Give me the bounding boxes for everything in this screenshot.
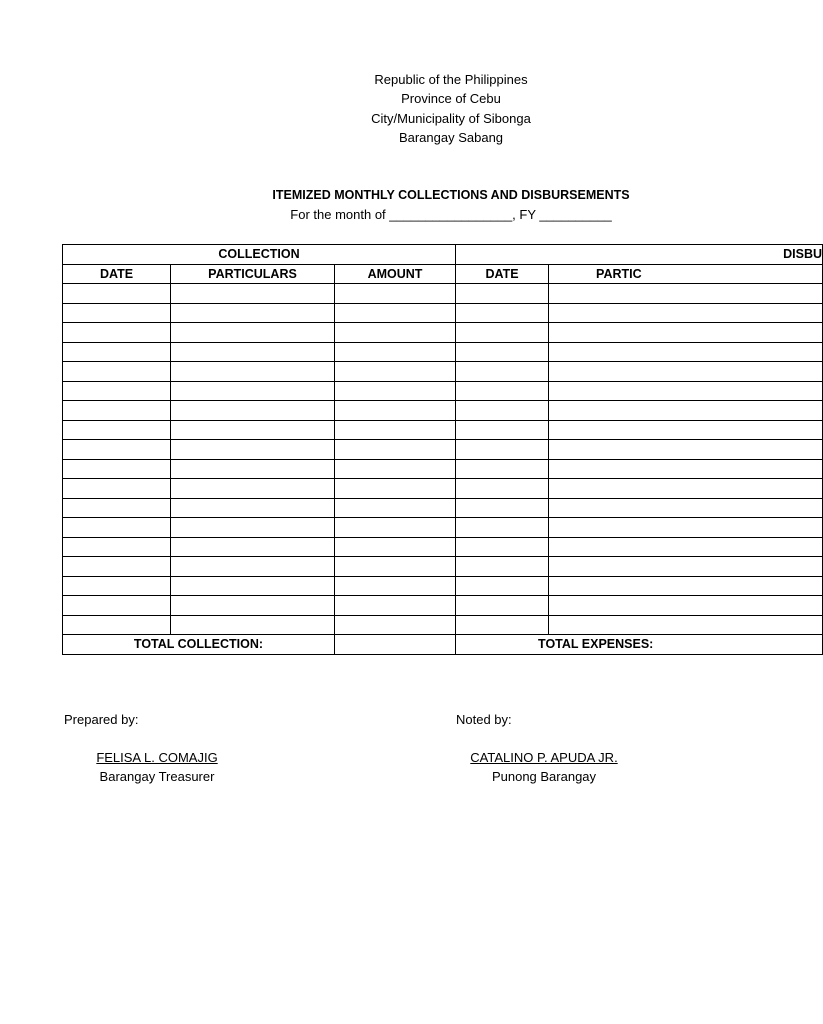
collection-particulars-cell[interactable] bbox=[171, 596, 335, 616]
collection-date-cell[interactable] bbox=[63, 459, 171, 479]
col-header-collection-amount: AMOUNT bbox=[335, 264, 456, 284]
collection-particulars-cell[interactable] bbox=[171, 362, 335, 382]
disbursement-particulars-cell[interactable] bbox=[549, 518, 823, 538]
group-header-row bbox=[63, 245, 823, 265]
disbursement-particulars-cell[interactable] bbox=[549, 459, 823, 479]
ledger-viewport bbox=[62, 244, 823, 654]
collection-amount-cell[interactable] bbox=[335, 401, 456, 421]
table-row bbox=[63, 440, 823, 460]
total-expenses-text: TOTAL EXPENSES: bbox=[538, 637, 654, 652]
collection-amount-cell[interactable] bbox=[335, 518, 456, 538]
noter-signature-block bbox=[454, 748, 634, 786]
table-row bbox=[63, 342, 823, 362]
noter-name: CATALINO P. APUDA JR. bbox=[470, 750, 618, 765]
collection-particulars-cell[interactable] bbox=[171, 498, 335, 518]
disbursement-particulars-cell[interactable] bbox=[549, 284, 823, 304]
disbursement-date-cell[interactable] bbox=[456, 401, 549, 421]
collection-date-cell[interactable] bbox=[63, 323, 171, 343]
col-header-disbursement-date: DATE bbox=[456, 264, 549, 284]
disbursement-particulars-cell[interactable] bbox=[549, 381, 823, 401]
table-row bbox=[63, 615, 823, 635]
table-row bbox=[63, 576, 823, 596]
collection-particulars-cell[interactable] bbox=[171, 459, 335, 479]
collection-amount-cell[interactable] bbox=[335, 323, 456, 343]
collection-date-cell[interactable] bbox=[63, 576, 171, 596]
disbursement-particulars-cell[interactable] bbox=[549, 479, 823, 499]
header-province: Province of Cebu bbox=[401, 91, 501, 107]
collection-amount-cell[interactable] bbox=[335, 284, 456, 304]
table-row bbox=[63, 381, 823, 401]
collection-date-cell[interactable] bbox=[63, 615, 171, 635]
total-row bbox=[63, 635, 823, 655]
collection-particulars-cell[interactable] bbox=[171, 303, 335, 323]
collection-particulars-cell[interactable] bbox=[171, 576, 335, 596]
collection-particulars-cell[interactable] bbox=[171, 557, 335, 577]
collection-date-cell[interactable] bbox=[63, 479, 171, 499]
header-country: Republic of the Philippines bbox=[374, 72, 528, 87]
disbursement-date-cell[interactable] bbox=[456, 362, 549, 382]
document-title: ITEMIZED MONTHLY COLLECTIONS AND DISBURSEMENTS bbox=[272, 188, 630, 202]
collection-amount-cell[interactable] bbox=[335, 596, 456, 616]
disbursement-particulars-cell[interactable] bbox=[549, 303, 823, 323]
disbursement-particulars-cell[interactable] bbox=[549, 498, 823, 518]
collection-amount-cell[interactable] bbox=[335, 459, 456, 479]
collection-particulars-cell[interactable] bbox=[171, 420, 335, 440]
disbursement-date-cell[interactable] bbox=[456, 420, 549, 440]
table-row bbox=[63, 401, 823, 421]
disbursement-date-cell[interactable] bbox=[456, 342, 549, 362]
disbursement-date-cell[interactable] bbox=[456, 537, 549, 557]
collection-particulars-cell[interactable] bbox=[171, 381, 335, 401]
disbursement-particulars-cell[interactable] bbox=[549, 537, 823, 557]
table-row bbox=[63, 537, 823, 557]
table-row bbox=[63, 323, 823, 343]
table-row bbox=[63, 557, 823, 577]
header-barangay: Barangay Sabang bbox=[398, 129, 504, 145]
disbursement-date-cell[interactable] bbox=[456, 479, 549, 499]
column-header-row bbox=[63, 264, 823, 284]
collection-date-cell[interactable] bbox=[63, 440, 171, 460]
collection-date-cell[interactable] bbox=[63, 518, 171, 538]
table-row bbox=[63, 284, 823, 304]
prepared-by-label: Prepared by: bbox=[64, 712, 139, 727]
document-subtitle: For the month of _________________, FY __________ bbox=[290, 207, 612, 222]
document-header bbox=[300, 70, 602, 147]
disbursement-date-cell[interactable] bbox=[456, 615, 549, 635]
collection-particulars-cell[interactable] bbox=[171, 479, 335, 499]
collection-date-cell[interactable] bbox=[63, 362, 171, 382]
table-row bbox=[63, 459, 823, 479]
collection-amount-cell[interactable] bbox=[335, 362, 456, 382]
collection-particulars-cell[interactable] bbox=[171, 518, 335, 538]
table-row bbox=[63, 362, 823, 382]
table-row bbox=[63, 596, 823, 616]
disbursement-date-cell[interactable] bbox=[456, 440, 549, 460]
disbursement-date-cell[interactable] bbox=[456, 557, 549, 577]
table-row bbox=[63, 498, 823, 518]
disbursement-date-cell[interactable] bbox=[456, 284, 549, 304]
col-header-collection-particulars: PARTICULARS bbox=[171, 264, 335, 284]
disbursement-date-cell[interactable] bbox=[456, 518, 549, 538]
ledger-table bbox=[62, 244, 823, 655]
collection-amount-cell[interactable] bbox=[335, 557, 456, 577]
disbursement-date-cell[interactable] bbox=[456, 323, 549, 343]
disbursement-particulars-cell[interactable] bbox=[549, 557, 823, 577]
disbursement-particulars-cell[interactable] bbox=[549, 576, 823, 596]
total-collection-amount-cell[interactable] bbox=[335, 635, 456, 655]
noter-title: Punong Barangay bbox=[491, 769, 597, 784]
disbursement-date-cell[interactable] bbox=[456, 303, 549, 323]
collection-date-cell[interactable] bbox=[63, 303, 171, 323]
collection-particulars-cell[interactable] bbox=[171, 401, 335, 421]
collection-date-cell[interactable] bbox=[63, 420, 171, 440]
collection-date-cell[interactable] bbox=[63, 498, 171, 518]
preparer-title: Barangay Treasurer bbox=[99, 769, 215, 784]
disbursement-particulars-cell[interactable] bbox=[549, 440, 823, 460]
collection-particulars-cell[interactable] bbox=[171, 284, 335, 304]
collection-particulars-cell[interactable] bbox=[171, 615, 335, 635]
table-row bbox=[63, 303, 823, 323]
collection-amount-cell[interactable] bbox=[335, 420, 456, 440]
collection-amount-cell[interactable] bbox=[335, 498, 456, 518]
collection-date-cell[interactable] bbox=[63, 284, 171, 304]
disbursement-particulars-cell[interactable] bbox=[549, 323, 823, 343]
disbursement-date-cell[interactable] bbox=[456, 576, 549, 596]
disbursement-date-cell[interactable] bbox=[456, 381, 549, 401]
collection-date-cell[interactable] bbox=[63, 537, 171, 557]
collection-amount-cell[interactable] bbox=[335, 479, 456, 499]
collection-particulars-cell[interactable] bbox=[171, 342, 335, 362]
disbursement-group-header: DISBU bbox=[456, 245, 823, 265]
total-collection-label: TOTAL COLLECTION: bbox=[63, 635, 335, 655]
disbursement-date-cell[interactable] bbox=[456, 459, 549, 479]
preparer-signature-block bbox=[77, 748, 237, 786]
collection-amount-cell[interactable] bbox=[335, 576, 456, 596]
preparer-name: FELISA L. COMAJIG bbox=[96, 750, 218, 765]
disbursement-date-cell[interactable] bbox=[456, 498, 549, 518]
disbursement-particulars-cell[interactable] bbox=[549, 596, 823, 616]
collection-amount-cell[interactable] bbox=[335, 537, 456, 557]
header-municipality: City/Municipality of Sibonga bbox=[371, 110, 531, 126]
disbursement-date-cell[interactable] bbox=[456, 596, 549, 616]
collection-amount-cell[interactable] bbox=[335, 440, 456, 460]
collection-date-cell[interactable] bbox=[63, 401, 171, 421]
collection-group-header: COLLECTION bbox=[63, 245, 456, 265]
disbursement-particulars-cell[interactable] bbox=[549, 342, 823, 362]
disbursement-particulars-cell[interactable] bbox=[549, 420, 823, 440]
total-expenses-label bbox=[456, 635, 823, 655]
collection-amount-cell[interactable] bbox=[335, 615, 456, 635]
col-header-disbursement-particulars: PARTIC bbox=[549, 264, 823, 284]
table-row bbox=[63, 420, 823, 440]
collection-amount-cell[interactable] bbox=[335, 342, 456, 362]
collection-particulars-cell[interactable] bbox=[171, 440, 335, 460]
collection-particulars-cell[interactable] bbox=[171, 537, 335, 557]
collection-amount-cell[interactable] bbox=[335, 381, 456, 401]
table-row bbox=[63, 518, 823, 538]
disbursement-particulars-cell[interactable] bbox=[549, 615, 823, 635]
disbursement-particulars-cell[interactable] bbox=[549, 401, 823, 421]
collection-date-cell[interactable] bbox=[63, 342, 171, 362]
collection-date-cell[interactable] bbox=[63, 381, 171, 401]
collection-particulars-cell[interactable] bbox=[171, 323, 335, 343]
collection-date-cell[interactable] bbox=[63, 596, 171, 616]
disbursement-particulars-cell[interactable] bbox=[549, 362, 823, 382]
collection-date-cell[interactable] bbox=[63, 557, 171, 577]
col-header-collection-date: DATE bbox=[63, 264, 171, 284]
table-row bbox=[63, 479, 823, 499]
noted-by-label: Noted by: bbox=[456, 712, 512, 727]
collection-amount-cell[interactable] bbox=[335, 303, 456, 323]
